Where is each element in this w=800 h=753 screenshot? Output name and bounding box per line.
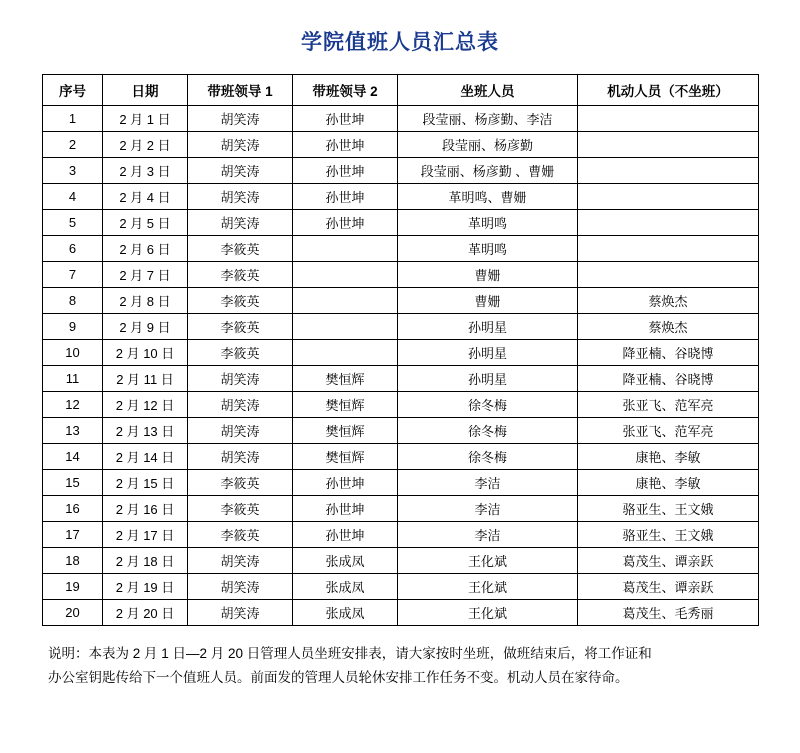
cell-standby-staff: 葛茂生、谭亲跃: [578, 574, 759, 600]
cell-leader-1: 李筱英: [188, 522, 293, 548]
cell-onsite-staff: 徐冬梅: [398, 392, 578, 418]
cell-leader-1: 胡笑涛: [188, 132, 293, 158]
cell-leader-1: 胡笑涛: [188, 392, 293, 418]
table-row: [43, 418, 759, 444]
cell-leader-1: 李筱英: [188, 470, 293, 496]
cell-date: 2 月 19 日: [103, 574, 188, 600]
cell-standby-staff: 葛茂生、毛秀丽: [578, 600, 759, 626]
cell-leader-2: 孙世坤: [293, 522, 398, 548]
cell-onsite-staff: 革明鸣: [398, 236, 578, 262]
cell-standby-staff: [578, 210, 759, 236]
duty-schedule-table: [42, 74, 759, 626]
cell-leader-2: 张成凤: [293, 548, 398, 574]
column-header-onsite-staff: 坐班人员: [398, 75, 578, 106]
cell-leader-1: 李筱英: [188, 314, 293, 340]
cell-standby-staff: 降亚楠、谷晓博: [578, 340, 759, 366]
cell-standby-staff: 蔡焕杰: [578, 314, 759, 340]
duty-table-container: [0, 74, 800, 626]
cell-leader-1: 李筱英: [188, 236, 293, 262]
cell-index: 20: [43, 600, 103, 626]
column-header-date: 日期: [103, 75, 188, 106]
cell-leader-2: [293, 236, 398, 262]
cell-index: 15: [43, 470, 103, 496]
cell-leader-2: [293, 288, 398, 314]
cell-leader-2: [293, 262, 398, 288]
cell-leader-2: 樊恒辉: [293, 444, 398, 470]
table-row: [43, 106, 759, 132]
cell-index: 4: [43, 184, 103, 210]
cell-date: 2 月 13 日: [103, 418, 188, 444]
cell-leader-1: 胡笑涛: [188, 158, 293, 184]
cell-date: 2 月 18 日: [103, 548, 188, 574]
cell-standby-staff: 康艳、李敏: [578, 470, 759, 496]
cell-leader-2: 孙世坤: [293, 158, 398, 184]
cell-date: 2 月 3 日: [103, 158, 188, 184]
cell-index: 11: [43, 366, 103, 392]
table-row: [43, 444, 759, 470]
cell-date: 2 月 8 日: [103, 288, 188, 314]
cell-onsite-staff: 李洁: [398, 470, 578, 496]
note-line-2: 办公室钥匙传给下一个值班人员。前面发的管理人员轮休安排工作任务不变。机动人员在家待命。: [48, 669, 629, 685]
cell-leader-1: 胡笑涛: [188, 418, 293, 444]
cell-date: 2 月 4 日: [103, 184, 188, 210]
cell-onsite-staff: 曹姗: [398, 288, 578, 314]
cell-onsite-staff: 王化斌: [398, 600, 578, 626]
cell-onsite-staff: 徐冬梅: [398, 444, 578, 470]
cell-leader-2: [293, 314, 398, 340]
cell-index: 10: [43, 340, 103, 366]
cell-leader-1: 胡笑涛: [188, 548, 293, 574]
table-body: [43, 106, 759, 626]
cell-leader-1: 胡笑涛: [188, 600, 293, 626]
cell-leader-1: 胡笑涛: [188, 444, 293, 470]
cell-index: 14: [43, 444, 103, 470]
cell-onsite-staff: 王化斌: [398, 548, 578, 574]
cell-leader-2: 樊恒辉: [293, 366, 398, 392]
cell-index: 17: [43, 522, 103, 548]
cell-onsite-staff: 段莹丽、杨彦勤: [398, 132, 578, 158]
cell-onsite-staff: 徐冬梅: [398, 418, 578, 444]
column-header-leader-2: 带班领导 2: [293, 75, 398, 106]
cell-date: 2 月 12 日: [103, 392, 188, 418]
cell-leader-1: 李筱英: [188, 288, 293, 314]
cell-standby-staff: 康艳、李敏: [578, 444, 759, 470]
cell-index: 8: [43, 288, 103, 314]
cell-leader-1: 胡笑涛: [188, 184, 293, 210]
cell-standby-staff: 骆亚生、王文娥: [578, 522, 759, 548]
cell-leader-1: 李筱英: [188, 262, 293, 288]
cell-onsite-staff: 段莹丽、杨彦勤 、曹姗: [398, 158, 578, 184]
cell-date: 2 月 20 日: [103, 600, 188, 626]
cell-date: 2 月 15 日: [103, 470, 188, 496]
cell-leader-1: 李筱英: [188, 340, 293, 366]
cell-index: 12: [43, 392, 103, 418]
table-row: [43, 184, 759, 210]
cell-leader-2: 孙世坤: [293, 132, 398, 158]
cell-index: 9: [43, 314, 103, 340]
cell-onsite-staff: 革明鸣: [398, 210, 578, 236]
cell-date: 2 月 16 日: [103, 496, 188, 522]
cell-leader-1: 胡笑涛: [188, 210, 293, 236]
table-header-row: [43, 75, 759, 106]
cell-leader-1: 李筱英: [188, 496, 293, 522]
cell-leader-2: 孙世坤: [293, 470, 398, 496]
cell-index: 5: [43, 210, 103, 236]
cell-standby-staff: 降亚楠、谷晓博: [578, 366, 759, 392]
cell-leader-1: 胡笑涛: [188, 366, 293, 392]
cell-standby-staff: 蔡焕杰: [578, 288, 759, 314]
cell-leader-1: 胡笑涛: [188, 574, 293, 600]
table-row: [43, 158, 759, 184]
cell-standby-staff: [578, 132, 759, 158]
cell-leader-2: 孙世坤: [293, 210, 398, 236]
column-header-index: 序号: [43, 75, 103, 106]
cell-date: 2 月 6 日: [103, 236, 188, 262]
cell-onsite-staff: 曹姗: [398, 262, 578, 288]
table-row: [43, 522, 759, 548]
cell-onsite-staff: 李洁: [398, 522, 578, 548]
column-header-leader-1: 带班领导 1: [188, 75, 293, 106]
table-row: [43, 548, 759, 574]
cell-leader-1: 胡笑涛: [188, 106, 293, 132]
table-row: [43, 392, 759, 418]
table-row: [43, 340, 759, 366]
cell-leader-2: [293, 340, 398, 366]
table-row: [43, 600, 759, 626]
cell-standby-staff: 张亚飞、范军亮: [578, 418, 759, 444]
cell-standby-staff: 葛茂生、谭亲跃: [578, 548, 759, 574]
cell-date: 2 月 7 日: [103, 262, 188, 288]
cell-date: 2 月 17 日: [103, 522, 188, 548]
table-row: [43, 314, 759, 340]
cell-standby-staff: [578, 262, 759, 288]
cell-onsite-staff: 孙明星: [398, 340, 578, 366]
table-row: [43, 210, 759, 236]
note-section: [0, 626, 800, 689]
cell-leader-2: 孙世坤: [293, 184, 398, 210]
table-row: [43, 496, 759, 522]
cell-index: 18: [43, 548, 103, 574]
cell-date: 2 月 14 日: [103, 444, 188, 470]
table-row: [43, 262, 759, 288]
cell-index: 7: [43, 262, 103, 288]
cell-onsite-staff: 李洁: [398, 496, 578, 522]
cell-standby-staff: [578, 236, 759, 262]
cell-date: 2 月 2 日: [103, 132, 188, 158]
table-row: [43, 132, 759, 158]
column-header-standby-staff: 机动人员（不坐班）: [578, 75, 759, 106]
cell-index: 6: [43, 236, 103, 262]
cell-onsite-staff: 王化斌: [398, 574, 578, 600]
table-row: [43, 574, 759, 600]
table-row: [43, 366, 759, 392]
cell-onsite-staff: 革明鸣、曹姗: [398, 184, 578, 210]
cell-index: 19: [43, 574, 103, 600]
cell-onsite-staff: 孙明星: [398, 314, 578, 340]
cell-index: 3: [43, 158, 103, 184]
table-row: [43, 236, 759, 262]
cell-date: 2 月 1 日: [103, 106, 188, 132]
cell-standby-staff: [578, 106, 759, 132]
cell-date: 2 月 5 日: [103, 210, 188, 236]
cell-index: 2: [43, 132, 103, 158]
page-title: 学院值班人员汇总表: [301, 31, 499, 54]
cell-leader-2: 孙世坤: [293, 106, 398, 132]
cell-leader-2: 樊恒辉: [293, 392, 398, 418]
cell-leader-2: 樊恒辉: [293, 418, 398, 444]
cell-leader-2: 孙世坤: [293, 496, 398, 522]
cell-leader-2: 张成凤: [293, 574, 398, 600]
cell-standby-staff: 张亚飞、范军亮: [578, 392, 759, 418]
cell-date: 2 月 10 日: [103, 340, 188, 366]
cell-standby-staff: [578, 184, 759, 210]
table-row: [43, 470, 759, 496]
cell-standby-staff: 骆亚生、王文娥: [578, 496, 759, 522]
cell-onsite-staff: 孙明星: [398, 366, 578, 392]
cell-index: 16: [43, 496, 103, 522]
cell-date: 2 月 9 日: [103, 314, 188, 340]
cell-standby-staff: [578, 158, 759, 184]
cell-index: 1: [43, 106, 103, 132]
cell-leader-2: 张成凤: [293, 600, 398, 626]
table-row: [43, 288, 759, 314]
table-header: [43, 75, 759, 106]
note-line-1: 说明：本表为 2 月 1 日—2 月 20 日管理人员坐班安排表，请大家按时坐班，做班结束后，将工作证和: [48, 646, 652, 661]
cell-date: 2 月 11 日: [103, 366, 188, 392]
cell-onsite-staff: 段莹丽、杨彦勤、李洁: [398, 106, 578, 132]
cell-index: 13: [43, 418, 103, 444]
